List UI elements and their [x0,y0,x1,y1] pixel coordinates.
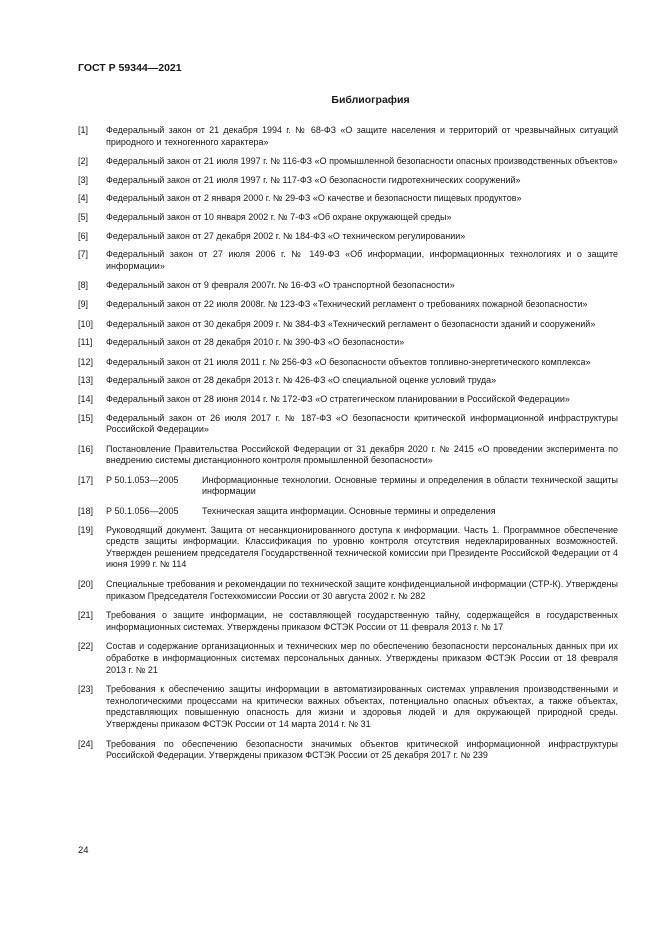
entry-number: [1] [78,125,89,135]
entry-text: Федеральный закон от 21 июля 1997 г. № 116-ФЗ «О промышленной безопасности опасных производственных объектов» [106,156,618,167]
entry-number: [6] [78,230,89,241]
entry-text: Техническая защита информации. Основные термины и определения [202,506,496,517]
entry-text: Федеральный закон от 10 января 2002 г. № 7-ФЗ «Об охране окружающей среды» [106,211,452,222]
entry-number: [14] [78,393,94,404]
bibliography-entry [78,525,618,571]
entry-text: Федеральный закон от 21 декабря 1994 г. № 68-ФЗ «О защите населения и территорий от чрезвычайных ситуаций природного и техногенного характера» [106,125,618,147]
entry-number: [18] [78,506,94,517]
bibliography-list [78,125,618,762]
bibliography-entry [78,280,618,292]
bibliography-entry [78,394,618,406]
page-number: 24 [78,845,89,856]
entry-number: [21] [78,610,94,621]
bibliography-entry [78,231,618,243]
entry-text: Федеральный закон от 21 июля 2011 г. № 256-ФЗ «О безопасности объектов топливно-энергетического комплекса» [106,356,591,367]
entry-number: [23] [78,684,94,695]
bibliography-entry [78,212,618,224]
entry-number: [16] [78,443,94,454]
bibliography-entry [78,413,618,436]
entry-text: Федеральный закон от 27 декабря 2002 г. № 184-ФЗ «О техническом регулировании» [106,230,466,241]
bibliography-entry [78,337,618,349]
bibliography-entry [78,249,618,272]
entry-text: Информационные технологии. Основные термины и определения в области технической защиты информации [202,474,618,497]
entry-number: [22] [78,641,94,652]
bibliography-entry [78,610,618,633]
entry-text: Требования о защите информации, не составляющей государственную тайну, содержащейся в государственных информационных системах. Утверждены приказом ФСТЭК России от 11 февраля 2013 г. № 17 [106,610,618,632]
entry-number: [12] [78,356,94,367]
document-code: ГОСТ Р 59344—2021 [78,62,182,74]
entry-text: Специальные требования и рекомендации по технической защите конфиденциальной информации (СТР-К). Утверждены приказом Председателя Гостехкомиссии России от 30 августа 2002 г. № 282 [106,579,618,601]
entry-text: Федеральный закон от 21 июля 1997 г. № 117-ФЗ «О безопасности гидротехнических сооружений» [106,174,521,185]
entry-number: [7] [78,249,89,260]
entry-number: [13] [78,375,94,386]
entry-number: [5] [78,211,89,222]
entry-number: [3] [78,174,89,185]
entry-body [106,506,618,518]
bibliography-entry [78,506,618,518]
entry-number: [17] [78,474,94,485]
entry-text: Федеральный закон от 2 января 2000 г. № 29-ФЗ «О качестве и безопасности пищевых продуктов» [106,193,522,204]
entry-text: Требования к обеспечению защиты информации в автоматизированных системах управления производственными и технологическими процессами на критически важных объектах, потенциально опасных объектах, а также объектах, представляющих повышенную опасность для жизни и здоровья людей и для окружающей природной среды. Утверждены приказом ФСТЭК России от 14 марта 2014 г. № 31 [106,684,618,729]
entry-text: Федеральный закон от 28 декабря 2013 г. № 426-ФЗ «О специальной оценке условий труда» [106,375,497,386]
entry-text: Федеральный закон от 22 июля 2008г. № 123-ФЗ «Технический регламент о требованиях пожарной безопасности» [106,298,588,309]
bibliography-entry [78,444,618,467]
bibliography-entry [78,319,618,331]
bibliography-entry [78,156,618,168]
bibliography-entry [78,475,618,498]
bibliography-entry [78,175,618,187]
entry-text: Федеральный закон от 30 декабря 2009 г. № 384-ФЗ «Технический регламент о безопасности зданий и сооружений» [106,318,596,329]
entry-number: [24] [78,738,94,749]
entry-text: Федеральный закон от 28 июня 2014 г. № 172-ФЗ «О стратегическом планировании в Российской Федерации» [106,393,570,404]
entry-body [106,475,618,498]
entry-number: [10] [78,318,94,329]
entry-text: Федеральный закон от 27 июля 2006 г. № 149-ФЗ «Об информации, информационных технологиях и о защите информации» [106,249,618,271]
bibliography-entry [78,739,618,762]
entry-text: Постановление Правительства Российской Федерации от 31 декабря 2020 г. № 2415 «О проведении эксперимента по внедрению системы дистанционного контроля промышленной безопасности» [106,443,618,466]
entry-text: Состав и содержание организационных и технических мер по обеспечению безопасности персональных данных при их обработке в информационных системах персональных данных. Утверждены приказом ФСТЭК России от 18 февраля 2013 г. № 21 [106,641,618,675]
entry-number: [20] [78,579,94,590]
entry-text: Федеральный закон от 28 декабря 2010 г. № 390-ФЗ «О безопасности» [106,337,405,348]
bibliography-entry [78,641,618,676]
entry-text: Требования по обеспечению безопасности значимых объектов критической информационной инфраструктуры Российской Федерации. Утверждены приказом ФСТЭК России от 25 декабря 2017 г. № 239 [106,738,618,761]
entry-number: [19] [78,524,94,535]
standard-code: Р 50.1.053—2005 [106,474,179,485]
bibliography-entry [78,193,618,205]
bibliography-entry [78,299,618,311]
bibliography-entry [78,375,618,387]
entry-text: Федеральный закон от 9 февраля 2007г. № 16-ФЗ «О транспортной безопасности» [106,280,455,291]
entry-number: [2] [78,156,89,167]
bibliography-entry [78,125,618,148]
entry-number: [9] [78,298,89,309]
section-title: Библиография [331,94,410,106]
bibliography-entry [78,579,618,602]
bibliography-entry [78,357,618,369]
entry-number: [15] [78,412,94,423]
entry-number: [11] [78,337,93,348]
entry-text: Руководящий документ. Защита от несанкционированного доступа к информации. Часть 1. Программное обеспечение средств защиты информации. Классификация по уровню контроля отсутствия недекларированных возможностей. Утвержден решением председателя Государственной технической комиссии при Президенте Российской Федерации от 4 июня 1999 г. № 114 [106,524,618,570]
entry-number: [4] [78,193,89,204]
entry-number: [8] [78,280,89,291]
bibliography-entry [78,684,618,730]
entry-text: Федеральный закон от 26 июля 2017 г. № 187-ФЗ «О безопасности критической информационной инфраструктуры Российской Федерации» [106,412,618,435]
standard-code: Р 50.1.056—2005 [106,506,179,517]
